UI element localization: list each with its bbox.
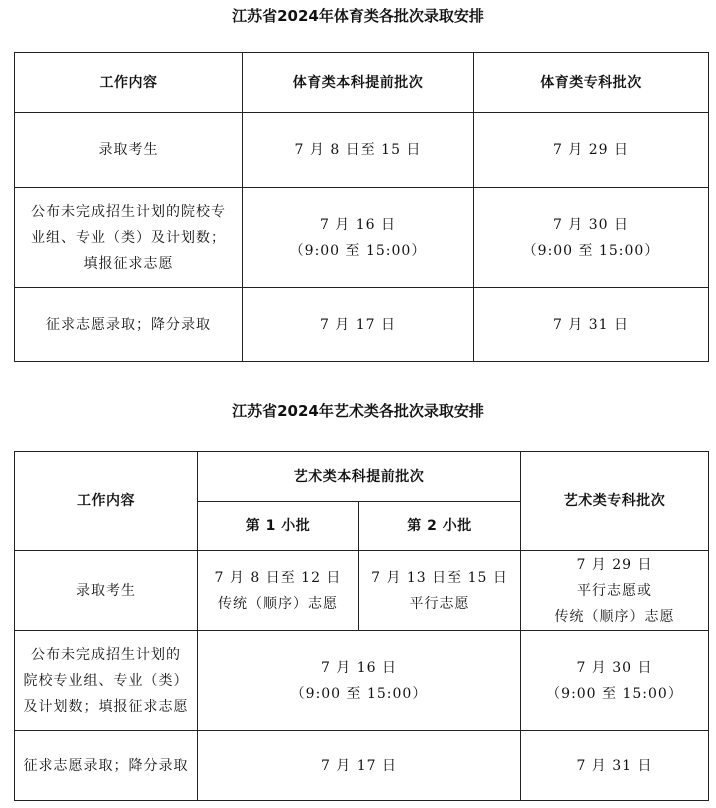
header-sub-batch-2: 第 2 小批 [359,502,521,551]
undergrad-date-cell: 7 月 8 日至 15 日 [243,113,474,188]
table-row [15,188,709,288]
header-undergrad-early-batch: 艺术类本科提前批次 [198,452,521,502]
work-cell: 公布未完成招生计划的院校专 业组、专业（类）及计划数； 填报征求志愿 [15,188,243,288]
table-row [15,731,709,801]
work-cell: 征求志愿录取；降分录取 [15,731,198,801]
undergrad-date-cell: 7 月 17 日 [198,731,521,801]
sports-schedule-table [14,52,709,362]
batch1-date-cell: 7 月 8 日至 12 日 传统（顺序）志愿 [198,551,359,631]
work-cell: 公布未完成招生计划的 院校专业组、专业（类） 及计划数；填报征求志愿 [15,631,198,731]
work-cell: 录取考生 [15,551,198,631]
table-row [15,551,709,631]
vocational-date-cell: 7 月 29 日 平行志愿或 传统（顺序）志愿 [521,551,709,631]
work-cell: 录取考生 [15,113,243,188]
header-sub-batch-1: 第 1 小批 [198,502,359,551]
vocational-date-cell: 7 月 29 日 [474,113,709,188]
table-row [15,113,709,188]
vocational-date-cell: 7 月 30 日 （9:00 至 15:00） [474,188,709,288]
table-header-row [15,53,709,113]
vocational-date-cell: 7 月 30 日 （9:00 至 15:00） [521,631,709,731]
arts-table-title: 江苏省2024年艺术类各批次录取安排 [232,402,484,420]
undergrad-date-cell: 7 月 16 日 （9:00 至 15:00） [243,188,474,288]
work-cell: 征求志愿录取；降分录取 [15,288,243,362]
vocational-date-cell: 7 月 31 日 [521,731,709,801]
header-work-content: 工作内容 [15,53,243,113]
undergrad-date-cell: 7 月 16 日 （9:00 至 15:00） [198,631,521,731]
header-vocational-batch: 体育类专科批次 [474,53,709,113]
table-row [15,631,709,731]
header-undergrad-early-batch: 体育类本科提前批次 [243,53,474,113]
arts-schedule-table [14,451,709,801]
table-header-row [15,452,709,502]
table-row [15,288,709,362]
vocational-date-cell: 7 月 31 日 [474,288,709,362]
header-work-content: 工作内容 [15,452,198,551]
undergrad-date-cell: 7 月 17 日 [243,288,474,362]
sports-table-title: 江苏省2024年体育类各批次录取安排 [232,7,484,25]
header-vocational-batch: 艺术类专科批次 [521,452,709,551]
batch2-date-cell: 7 月 13 日至 15 日 平行志愿 [359,551,521,631]
